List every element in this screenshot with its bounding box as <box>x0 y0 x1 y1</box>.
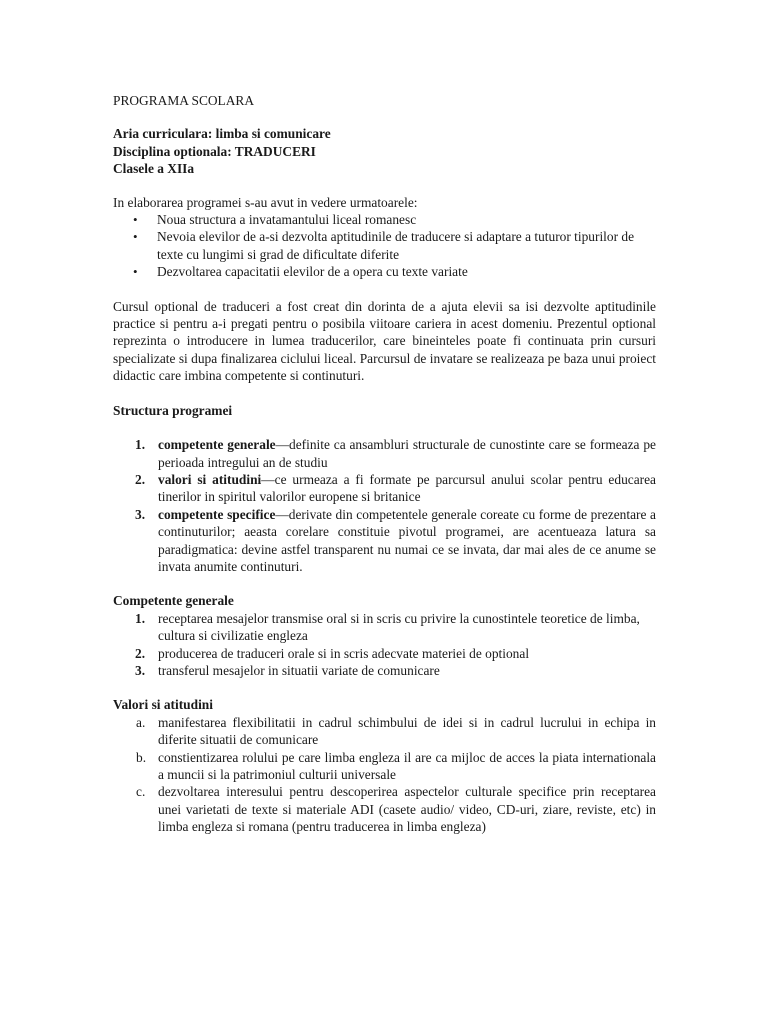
section-heading-competente: Competente generale <box>113 593 234 609</box>
structura-list <box>113 436 656 575</box>
list-item: • Nevoia elevilor de a-si dezvolta aptitudinile de traducere si adaptare a tuturor tipurilor de texte cu lungimi si grad de dificultate diferite <box>157 228 656 263</box>
purpose-paragraph: Cursul optional de traduceri a fost creat din dorinta de a ajuta elevii sa isi dezvolte aptitudinile practice si pentru a-i pregati pentru o posibila viitoare cariera in acest domeniu. Prezentul optional reprezinta o introducere in lumea traducerilor, care bineinteles poate fi continuata prin cursuri specializate si dupa finalizarea ciclului liceal. Parcursul de invatare se realizeaza pe baza unui proiect didactic care imbina competente si continuturi. <box>113 298 656 384</box>
header-clasele: Clasele a XIIa <box>113 161 195 177</box>
list-item: • Dezvoltarea capacitatii elevilor de a opera cu texte variate <box>157 263 656 280</box>
valori-list <box>113 714 656 836</box>
section-heading-structura: Structura programei <box>113 402 233 418</box>
list-marker: b. <box>136 749 147 765</box>
list-item <box>135 436 656 471</box>
term-definition: —derivate din competentele generale coreate cu forme de prezentare a continuturilor; aeasta corelare constituie pivotul programei, are acentueaza latura sa paradigmatica: devine astfel transparent nu numai ce se invata, dar mai ales de ce anume se invata anumite continuturi. <box>158 506 656 574</box>
term-label: competente specifice <box>158 506 276 522</box>
list-item <box>136 783 656 835</box>
term-label: competente generale <box>158 437 276 453</box>
list-item <box>135 506 656 576</box>
section-heading-valori: Valori si atitudini <box>113 697 213 713</box>
competente-list <box>113 610 656 680</box>
list-marker: c. <box>136 784 146 800</box>
list-marker: 3. <box>135 662 146 678</box>
term-label: valori si atitudini <box>158 471 262 487</box>
list-item <box>135 471 656 506</box>
considerations-list <box>113 211 656 281</box>
list-item: • Noua structura a invatamantului liceal romanesc <box>157 211 656 228</box>
list-item-text: receptarea mesajelor transmise oral si in scris cu privire la cunostintele teoretice de limba, cultura si civilizatie engleza <box>158 610 640 644</box>
list-marker: 1. <box>135 610 146 626</box>
list-item <box>136 714 656 749</box>
list-item-text: manifestarea flexibilitatii in cadrul schimbului de idei si in cadrul lucrului in echipa in diferite situatii de comunicare <box>158 714 656 748</box>
term-definition: —ce urmeaza a fi formate pe parcursul anului scolar pentru educarea tinerilor in spiritul valorilor europene si britanice <box>158 471 656 505</box>
list-item-text: constientizarea rolului pe care limba engleza il are ca mijloc de acces la piata internationala a muncii si la patrimoniul culturii universale <box>158 749 656 782</box>
header-disciplina: Disciplina optionala: TRADUCERI <box>113 143 316 159</box>
list-item-text: transferul mesajelor in situatii variate de comunicare <box>158 662 440 678</box>
term-definition: —definite ca ansambluri structurale de cunostinte care se formeaza pe perioada intregului an de studiu <box>158 437 656 470</box>
list-marker: a. <box>136 714 146 730</box>
intro-paragraph: In elaborarea programei s-au avut in vedere urmatoarele: <box>113 194 418 210</box>
list-marker: 2. <box>135 471 146 487</box>
list-item-text: producerea de traduceri orale si in scris adecvate materiei de optional <box>158 645 530 661</box>
list-marker: 3. <box>135 506 146 522</box>
header-aria-curriculara: Aria curriculara: limba si comunicare <box>113 126 331 142</box>
list-marker: 2. <box>135 645 146 661</box>
list-item <box>135 662 656 679</box>
document-title: PROGRAMA SCOLARA <box>113 93 255 108</box>
list-item <box>135 610 656 645</box>
list-item <box>135 645 656 662</box>
list-item-text: dezvoltarea interesului pentru descoperirea aspectelor culturale specifice prin receptarea unei varietati de texte si materiale ADI (casete audio/ video, CD-uri, ziare, reviste, etc) in limba engleza si romana (pentru traducerea in limba engleza) <box>158 784 656 835</box>
list-marker: 1. <box>135 437 146 453</box>
list-item <box>136 749 656 784</box>
